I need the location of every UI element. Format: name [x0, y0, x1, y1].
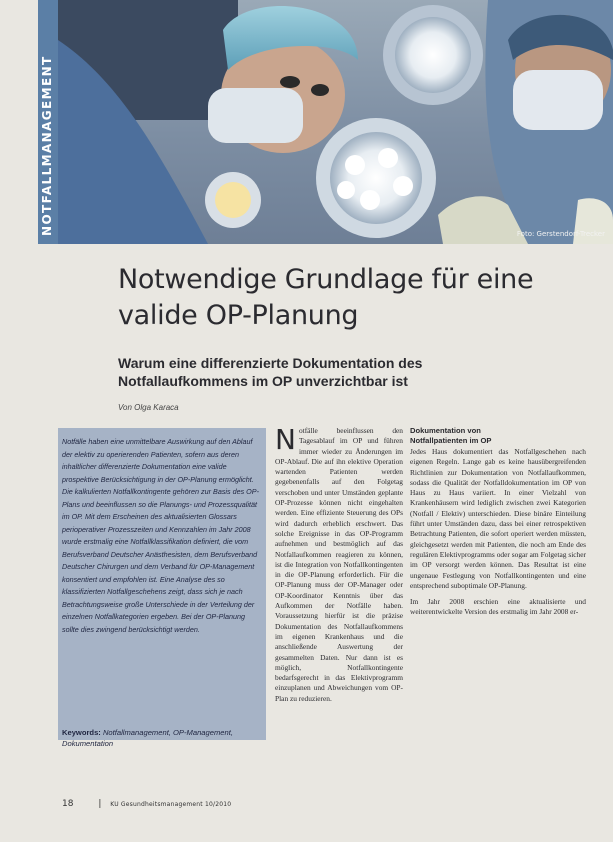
page-footer	[62, 799, 231, 809]
article-subtitle: Warum eine differenzierte Dokumentation des Notfallaufkommens im OP unverzichtbar ist	[118, 355, 423, 389]
column2-paragraph-2: Im Jahr 2008 erschien eine aktualisierte und weiterentwickelte Version des erstmalig im Jahr 2008 er-	[410, 597, 586, 617]
column1-text: otfälle beeinflussen den Tagesablauf im OP und führen immer wieder zu Änderungen im OP-Ablauf. Die auf ihn elektive Operation wartenden Patienten werden gegebenenfalls auf den Folgetag verschoben und unter Umständen geplante OP-Prozesse können nicht eingehalten werden. Eine effiziente Steuerung des OPs wird dadurch erheblich erschwert. Das solche Ereignisse in das OP-Programm aufnehmen und bestmöglich auf das Notfallaufkommen reagieren zu können, ist die Integration von Notfallkontingenten in die OP-Planung erforderlich. Für die OP-Planung muss der OP-Manager oder OP-Koordinator Kenntnis über das Aufkommen der Notfälle haben. Voraussetzung hierfür ist die präzise Dokumentation des Notfallaufkommens im eigenen Krankenhaus und die anschließende Auswertung der gesammelten Daten. Nur dann ist es möglich, Notfallkontingente bedarfsgerecht in das Elektivprogramm einzuplanen und Abweichungen vom OP-Plan zu reduzieren.	[275, 426, 403, 703]
section-heading-line1: Dokumentation von	[410, 426, 481, 435]
section-bar	[38, 0, 58, 244]
journal-name: KU Gesundheitsmanagement 10/2010	[110, 801, 232, 808]
body-column-1	[275, 423, 403, 704]
abstract-text: Notfälle haben eine unmittelbare Auswirkung auf den Ablauf der elektiv zu operierenden Patienten, sofern aus deren inhaltlicher differenzierte Dokumentation eine valide prospektive Berücksichtigung in der OP-Planung ermöglicht. Die kalkulierten Notfallkontingente gehören zur Basis des OP-Plans und beeinflussen so die Planungs- und Prozessqualität im OP. Mit dem Erscheinen des aktualisierten Glossars perioperativer Prozesszeiten und Kennzahlen im Jahr 2008 wurde erstmalig eine Notfallklassifikation definiert, die vom Berufsverband Deutscher Anästhesisten, dem Berufsverband Deutscher Chirurgen und dem Verband für OP-Management konsentiert und empfohlen ist. Eine Analyse des so klassifizierten Notfallgeschehens zeigt, dass sich je nach Betrachtungsweise große Unterschiede in der Verteilung der einzelnen Notfallkategorien ergeben. Bei der OP-Planung sollte dies zwingend berücksichtigt werden.	[62, 437, 259, 634]
dropcap: N	[275, 423, 296, 456]
keywords-label: Keywords:	[62, 728, 101, 737]
article-title: Notwendige Grundlage für eine valide OP-Planung	[118, 264, 534, 331]
footer-separator: |	[98, 799, 102, 809]
keywords-text: Notfallmanagement, OP-Management, Dokumentation	[62, 728, 233, 748]
column2-paragraph-1: Jedes Haus dokumentiert das Notfallgeschehen nach eigenen Regeln. Lange gab es keine hausübergreifenden Richtlinien zur Dokumentation von Notfallaufkommen, sodass die Qualität der Notfalldokumentation im OP von Haus zu Haus variiert. In einer Vielzahl von Krankenhäusern wird lediglich zwischen zwei Kategorien (Notfall / Elektiv) unterschieden. Diese binäre Einteilung führt unter Umständen dazu, dass bei einer retrospektiven Betrachtung Patienten, die sofort operiert werden müssten, gleichgesetzt werden mit Patienten, die noch am Ende des regulären Elektivprogramms oder sogar am Folgetag sicher im OP versorgt werden können. Das Resultat ist eine ungenaue Festlegung von Notfallkontingenten und eine entsprechend suboptimale OP-Planung.	[410, 447, 586, 590]
section-heading	[410, 426, 586, 445]
photo-credit: Foto: Gerstendorf-Trecker	[516, 230, 605, 238]
section-heading-line2: Notfallpatienten im OP	[410, 435, 492, 445]
page-number: 18	[62, 799, 74, 809]
section-label: NOTFALLMANAGEMENT	[40, 55, 54, 236]
surgeons-photo-illustration	[58, 0, 613, 244]
header-photo	[58, 0, 613, 244]
body-column-2	[410, 426, 586, 618]
keywords	[62, 727, 262, 749]
byline: Von Olga Karaca	[118, 403, 179, 412]
